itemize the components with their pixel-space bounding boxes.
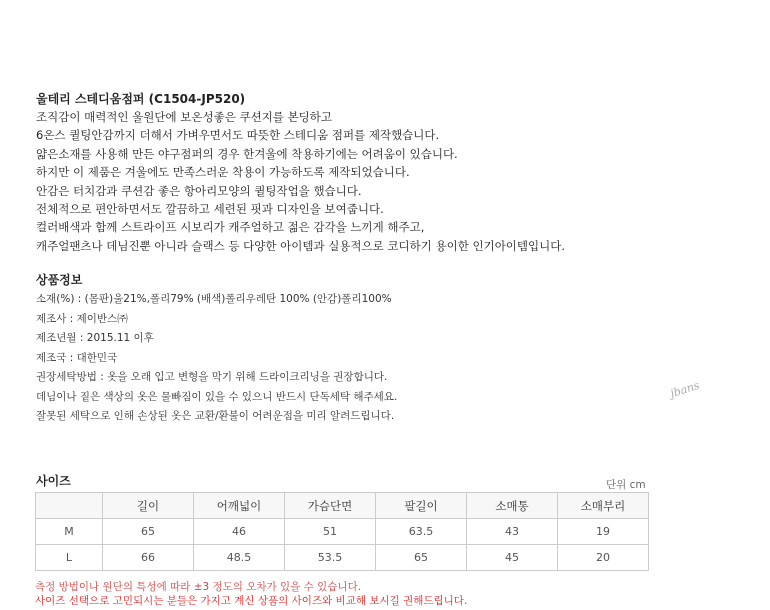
size-header-shoulder: 어깨넓이 [194,493,285,519]
product-info-title: 상품정보 [36,273,83,287]
info-line-denim-warning: 데님이나 짙은 색상의 옷은 물빠짐이 있을 수 있으니 반드시 단독세탁 해주세요. [36,390,398,403]
table-cell: 65 [103,519,194,545]
size-title: 사이즈 [36,474,71,488]
size-header-arm: 팔길이 [376,493,467,519]
table-cell: 20 [558,545,649,571]
table-cell: 65 [376,545,467,571]
size-unit: 단위 cm [606,479,646,491]
table-cell: 46 [194,519,285,545]
measurement-note: 측정 방법이나 원단의 특성에 따라 ±3 정도의 오차가 있을 수 있습니다. [35,581,362,593]
product-title: 울테리 스테디움점퍼 (C1504-JP520) [36,92,246,106]
size-header-chest: 가슴단면 [285,493,376,519]
description-line: 얇은소재를 사용해 만든 야구점퍼의 경우 한겨울에 착용하기에는 어려움이 있습니다. [36,146,458,161]
info-line-date: 제조년월 : 2015.11 이후 [36,332,154,344]
table-cell: 51 [285,519,376,545]
size-header-length: 길이 [103,493,194,519]
table-cell: 45 [467,545,558,571]
info-line-washing: 권장세탁방법 : 옷을 오래 입고 변형을 막기 위해 드라이크리닝을 권장합니다. [36,371,388,383]
info-line-material: 소재(%) : (몸판)울21%,폴리79% (배색)폴리우레탄 100% (안감)폴리100% [36,293,392,305]
product-info [36,290,397,427]
table-row [36,545,649,571]
info-line-refund-notice: 잘못된 세탁으로 인해 손상된 옷은 교환/환불이 어려운점을 미리 알려드립니다. [36,410,395,422]
size-table-header-row [36,493,649,519]
table-cell: 66 [103,545,194,571]
description-line: 6온스 퀼팅안감까지 더해서 가벼우면서도 따뜻한 스테디움 점퍼를 제작했습니다. [36,128,440,143]
description-line: 조직감이 매력적인 울원단에 보온성좋은 쿠션지를 본딩하고 [36,110,332,124]
table-cell: 53.5 [285,545,376,571]
info-line-country: 제조국 : 대한민국 [36,351,118,364]
table-cell: 19 [558,519,649,545]
description-line: 하지만 이 제품은 겨울에도 만족스러운 착용이 가능하도록 제작되었습니다. [36,165,410,180]
table-cell: 43 [467,519,558,545]
table-cell: 48.5 [194,545,285,571]
size-notes [35,580,467,608]
size-label-cell: M [36,519,103,545]
product-description [36,108,565,255]
table-row [36,519,649,545]
description-line: 캐주얼팬츠나 데님진뿐 아니라 슬랙스 등 다양한 아이템과 실용적으로 코디하기 용이한 인기아이템입니다. [36,238,566,253]
size-header-sleeve-width: 소매통 [467,493,558,519]
description-line: 컬러배색과 함께 스트라이프 시보리가 캐주얼하고 젊은 감각을 느끼게 해주고, [36,220,425,235]
size-table [35,492,649,571]
description-line: 안감은 터치감과 쿠션감 좋은 항아리모양의 퀼팅작업을 했습니다. [36,183,362,198]
table-cell: 63.5 [376,519,467,545]
size-advice-note: 사이즈 선택으로 고민되시는 분들은 가지고 계신 상품의 사이즈와 비교해 보시길 권해드립니다. [35,595,468,607]
size-header-cuff: 소매부리 [558,493,649,519]
info-line-manufacturer: 제조사 : 제이반스㈜ [36,312,128,325]
size-label-cell: L [36,545,103,571]
size-header-corner [36,493,103,519]
brand-watermark: jbans [668,378,702,401]
description-line: 전체적으로 편안하면서도 깔끔하고 세련된 핏과 디자인을 보여줍니다. [36,201,384,216]
